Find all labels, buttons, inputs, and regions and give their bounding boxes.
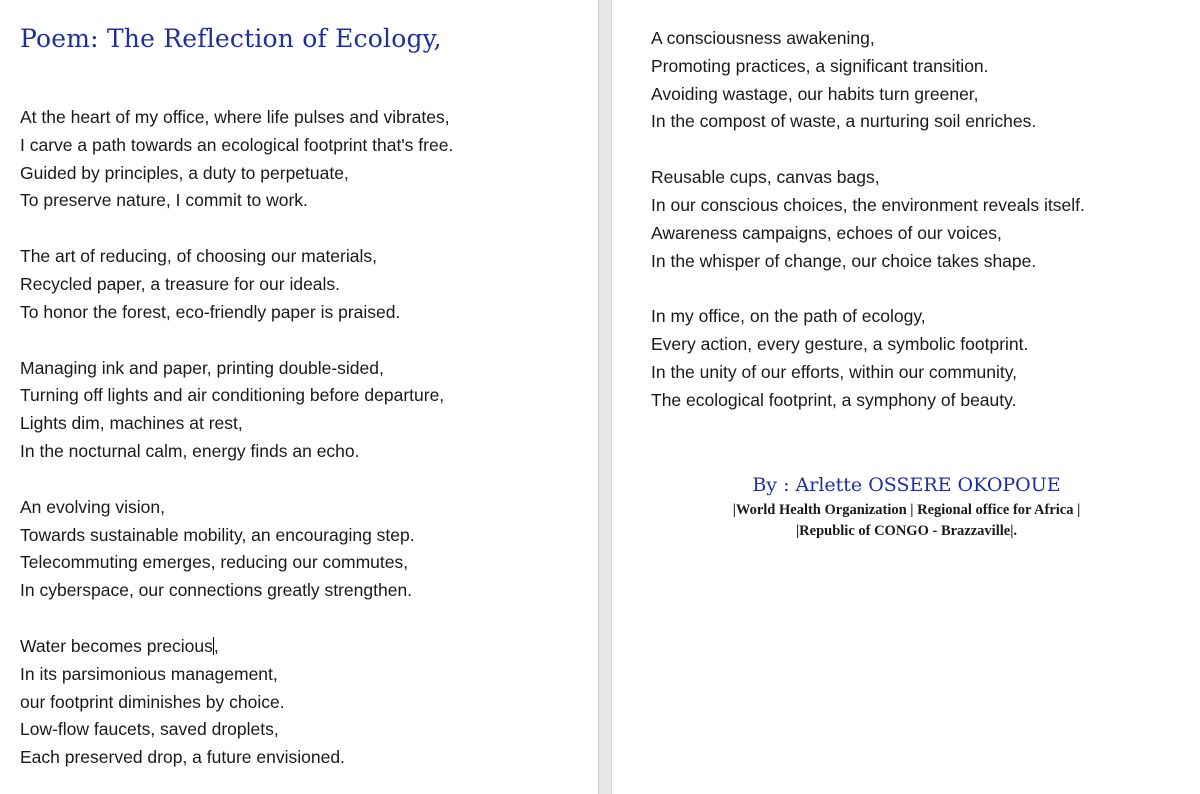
poem-line: At the heart of my office, where life pulses and vibrates,: [20, 107, 450, 127]
poem-line: The art of reducing, of choosing our materials,: [20, 246, 377, 267]
poem-line: Turning off lights and air conditioning before departure,: [20, 385, 445, 406]
poem-line: A consciousness awakening,: [651, 28, 875, 48]
poem-line: Every action, every gesture, a symbolic footprint.: [651, 334, 1029, 355]
poem-line: our footprint diminishes by choice.: [20, 691, 285, 712]
poem-line: Avoiding wastage, our habits turn greener,: [651, 83, 979, 104]
page-right[interactable]: [613, 0, 1200, 794]
poem-line: In the nocturnal calm, energy finds an echo.: [20, 440, 360, 461]
poem-line: Telecommuting emerges, reducing our commutes,: [20, 552, 409, 573]
author-name: By : Arlette OSSERE OKOPOUE: [752, 474, 1061, 496]
poem-line: In my office, on the path of ecology,: [651, 306, 926, 327]
poem-line: In cyberspace, our connections greatly strengthen.: [20, 580, 413, 601]
poem-line-with-cursor[interactable]: [20, 633, 590, 661]
stanza-8: [651, 303, 1196, 414]
poem-line: In our conscious choices, the environment reveals itself.: [651, 194, 1085, 215]
poem-line: To preserve nature, I commit to work.: [20, 190, 308, 211]
poem-title: Poem: The Reflection of Ecology,: [20, 24, 442, 53]
poem-line: Awareness campaigns, echoes of our voices,: [651, 222, 1002, 243]
poem-line: In its parsimonious management,: [20, 663, 278, 684]
poem-line: Guided by principles, a duty to perpetuate,: [20, 162, 349, 183]
poem-line: Recycled paper, a treasure for our ideals.: [20, 273, 341, 294]
poem-line: An evolving vision,: [20, 496, 165, 517]
stanza-6: [651, 25, 1196, 136]
page-gutter: [598, 0, 612, 794]
poem-line: In the whisper of change, our choice takes shape.: [651, 250, 1037, 271]
poem-line: Reusable cups, canvas bags,: [651, 167, 880, 188]
signature-block: [613, 470, 1200, 542]
poem-line: To honor the forest, eco-friendly paper is praised.: [20, 301, 401, 322]
page-left[interactable]: [0, 0, 598, 794]
stanza-7: [651, 164, 1196, 275]
poem-line: Promoting practices, a significant transition.: [651, 55, 989, 76]
stanza-4: [20, 494, 590, 605]
stanza-3: [20, 355, 590, 466]
stanza-5: [20, 633, 590, 772]
stanza-2: [20, 243, 590, 326]
poem-line: Each preserved drop, a future envisioned.: [20, 747, 345, 768]
affiliation-line: |World Health Organization | Regional office for Africa |: [732, 502, 1081, 518]
poem-line: Lights dim, machines at rest,: [20, 413, 243, 434]
stanza-1: [20, 104, 590, 215]
poem-line-suffix: ,: [213, 635, 219, 656]
affiliation-line: |Republic of CONGO - Brazzaville|.: [795, 523, 1018, 539]
poem-line: Managing ink and paper, printing double-sided,: [20, 357, 384, 378]
poem-line: I carve a path towards an ecological footprint that's free.: [20, 134, 454, 155]
poem-line-text: Water becomes precious: [20, 635, 213, 656]
poem-line: Towards sustainable mobility, an encouraging step.: [20, 524, 415, 545]
poem-line: In the compost of waste, a nurturing soil enriches.: [651, 111, 1037, 132]
poem-line: In the unity of our efforts, within our community,: [651, 361, 1018, 382]
left-stanzas: [20, 104, 590, 794]
right-stanzas: [651, 25, 1196, 443]
poem-line: The ecological footprint, a symphony of beauty.: [651, 389, 1017, 410]
poem-line: Low-flow faucets, saved droplets,: [20, 719, 279, 740]
